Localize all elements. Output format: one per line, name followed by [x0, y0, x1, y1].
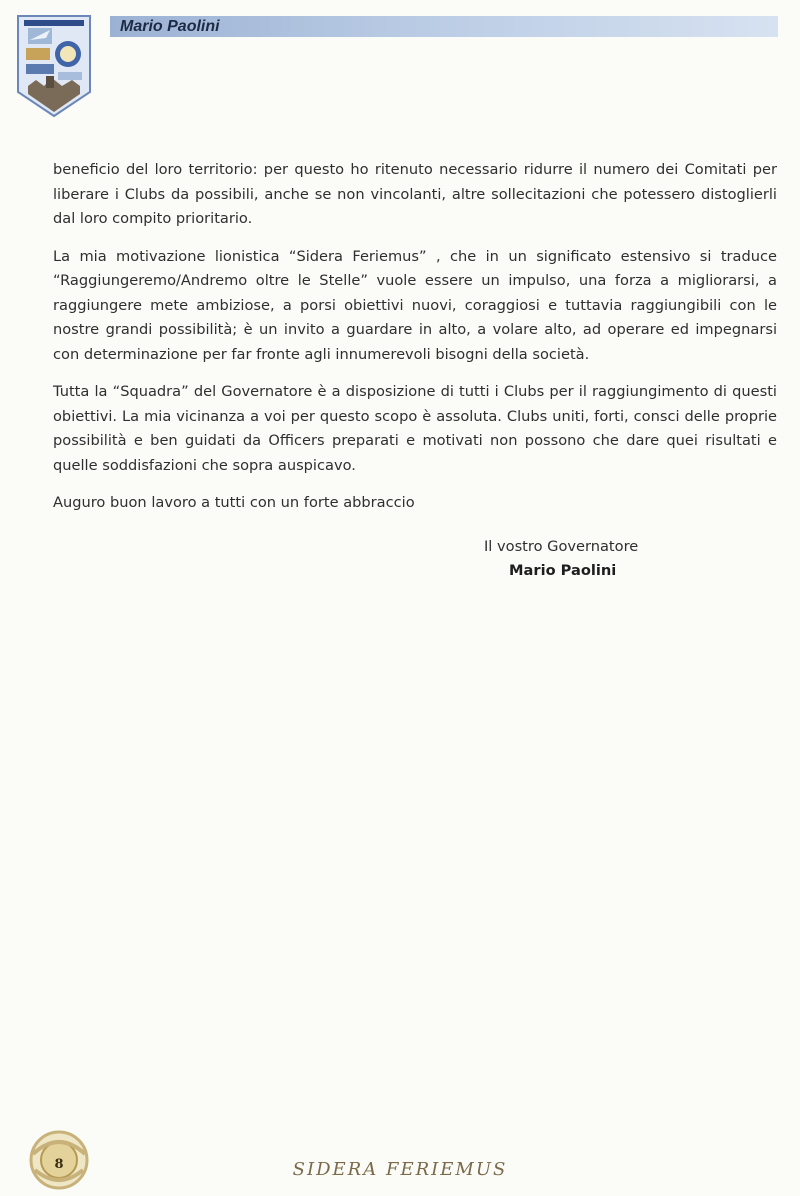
signature-block: [484, 535, 704, 583]
page-number: 8: [54, 1157, 64, 1172]
signature-label: Il vostro Governatore: [484, 538, 639, 555]
paragraph: Auguro buon lavoro a tutti con un forte abbraccio: [53, 494, 415, 511]
governor-pennant-icon: [16, 14, 92, 118]
paragraph: La mia motivazione lionistica “Sidera Feriemus” , che in un significato estensivo si traduce “Raggiungeremo/Andremo oltre le Stelle” vuole essere un impulso, una forza a migliorarsi, a raggiungere mete ambiziose, a porsi obiettivi nuovi, coraggiosi e tuttavia raggiungibili con le nostre grandi possibilità; è un invito a guardare in alto, a volare alto, ad operare ed impegnarsi con determinazione per far fronte agli innumerevoli bisogni della società.: [53, 247, 777, 363]
letter-body: [53, 158, 777, 529]
paragraph: Tutta la “Squadra” del Governatore è a disposizione di tutti i Clubs per il raggiungimento di questi obiettivi. La mia vicinanza a voi per questo scopo è assoluta. Clubs uniti, forti, consci delle proprie possibilità e ben guidati da Officers preparati e motivati non possono che dare quei risultati e quelle soddisfazioni che sopra auspicavo.: [53, 383, 777, 474]
header-title: Mario Paolini: [120, 18, 220, 35]
signature-name: Mario Paolini: [509, 562, 617, 579]
paragraph: beneficio del loro territorio: per questo ho ritenuto necessario ridurre il numero dei Comitati per liberare i Clubs da possibili, anche se non vincolanti, altre sollecitazioni che potessero distoglierli dal loro compito prioritario.: [53, 161, 777, 227]
footer-motto: SIDERA FERIEMUS: [292, 1159, 508, 1180]
